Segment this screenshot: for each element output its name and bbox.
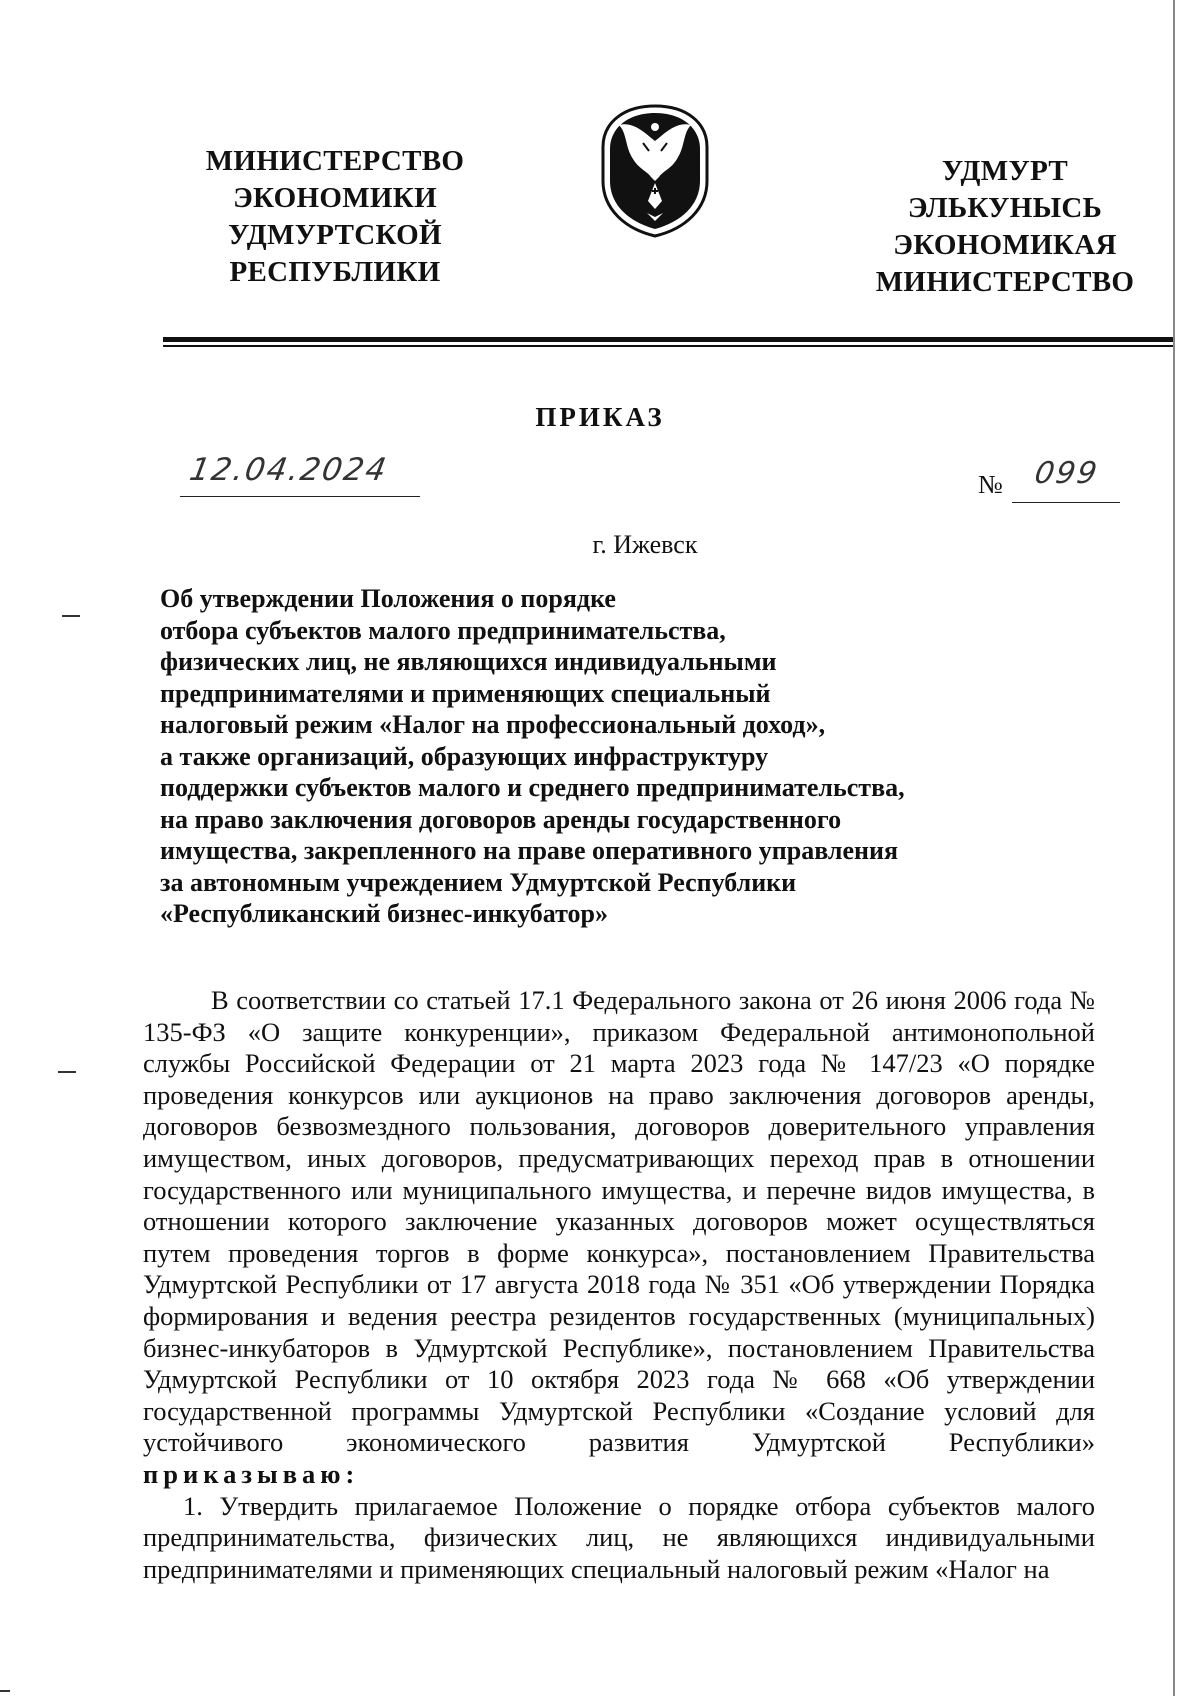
ministry-name-russian xyxy=(200,143,470,291)
title-line: физических лиц, не являющихся индивидуальными xyxy=(160,647,777,676)
handwritten-date: 12.04.2024 xyxy=(186,452,391,488)
ministry-name-line: МИНИСТЕРСТВО xyxy=(205,145,465,177)
order-word: приказываю: xyxy=(143,1458,360,1489)
title-line: Об утверждении Положения о порядке xyxy=(160,584,616,613)
ministry-name-line: УДМУРТ xyxy=(941,155,1069,187)
coat-of-arms-icon xyxy=(595,103,715,239)
handwritten-number: 099 xyxy=(1031,456,1102,491)
city: г. Ижевск xyxy=(592,530,698,559)
item-1-paragraph: 1. Утвердить прилагаемое Положение о порядке отбора субъектов малого предпринимательства, физических лиц, не являющихся индивидуальными предпринимателями и применяющих специальный налоговый режим «Налог на xyxy=(143,1490,1095,1584)
ministry-name-line: РЕСПУБЛИКИ xyxy=(229,256,441,288)
order-body xyxy=(143,985,1095,1585)
number-underline xyxy=(1012,502,1120,503)
ministry-name-line: ЭКОНОМИКИ xyxy=(233,182,437,214)
order-title xyxy=(160,583,1060,930)
title-line: поддержки субъектов малого и среднего предпринимательства, xyxy=(160,773,905,802)
document-type: ПРИКАЗ xyxy=(535,402,665,432)
ministry-name-line: ЭЛЬКУНЫСЬ xyxy=(907,192,1103,224)
header-rule-thick xyxy=(163,337,1175,342)
title-line: а также организаций, образующих инфраструктуру xyxy=(160,741,769,771)
title-line: имущества, закрепленного на праве оперативного управления xyxy=(160,836,899,865)
ministry-name-line: МИНИСТЕРСТВО xyxy=(875,266,1135,298)
order-word-line xyxy=(143,1459,1095,1491)
title-line: «Республиканский бизнес-инкубатор» xyxy=(160,899,608,928)
scan-mark xyxy=(0,1690,10,1692)
ministry-name-udmurt xyxy=(860,153,1150,301)
ministry-name-line: ЭКОНОМИКАЯ xyxy=(893,229,1117,261)
title-line: на право заключения договоров аренды государственного xyxy=(160,804,842,834)
page-edge-line xyxy=(1173,0,1175,1696)
scan-mark xyxy=(58,1071,76,1073)
preamble-paragraph: В соответствии со статьей 17.1 Федерального закона от 26 июня 2006 года № 135-ФЗ «О защите конкуренции», приказом Федеральной антимонопольной службы Российской Федерации от 21 марта 2023 года № 147/23 «О порядке проведения конкурсов или аукционов на право заключения договоров аренды, договоров безвозмездного пользования, договоров доверительного управления имуществом, иных договоров, предусматривающих переход прав в отношении государственного или муниципального имущества, и перечне видов имущества, в отношении которого заключение указанных договоров может осуществляться путем проведения торгов в форме конкурса», постановлением Правительства Удмуртской Республики от 17 августа 2018 года № 351 «Об утверждении Порядка формирования и ведения реестра резидентов государственных (муниципальных) бизнес-инкубаторов в Удмуртской Республике», постановлением Правительства Удмуртской Республики от 10 октября 2023 года № 668 «Об утверждении государственной программы Удмуртской Республики «Создание условий для устойчивого экономического развития Удмуртской Республики» xyxy=(143,985,1095,1458)
title-line: предпринимателями и применяющих специальный xyxy=(160,678,771,708)
number-label: № xyxy=(978,470,1003,499)
title-line: за автономным учреждением Удмуртской Республики xyxy=(160,867,797,897)
title-line: отбора субъектов малого предпринимательства, xyxy=(160,615,726,645)
title-line: налоговый режим «Налог на профессиональный доход», xyxy=(160,710,826,739)
header-rule-thin xyxy=(163,345,1175,347)
scan-mark xyxy=(62,615,80,617)
date-underline xyxy=(180,496,420,497)
ministry-name-line: УДМУРТСКОЙ xyxy=(228,219,442,251)
